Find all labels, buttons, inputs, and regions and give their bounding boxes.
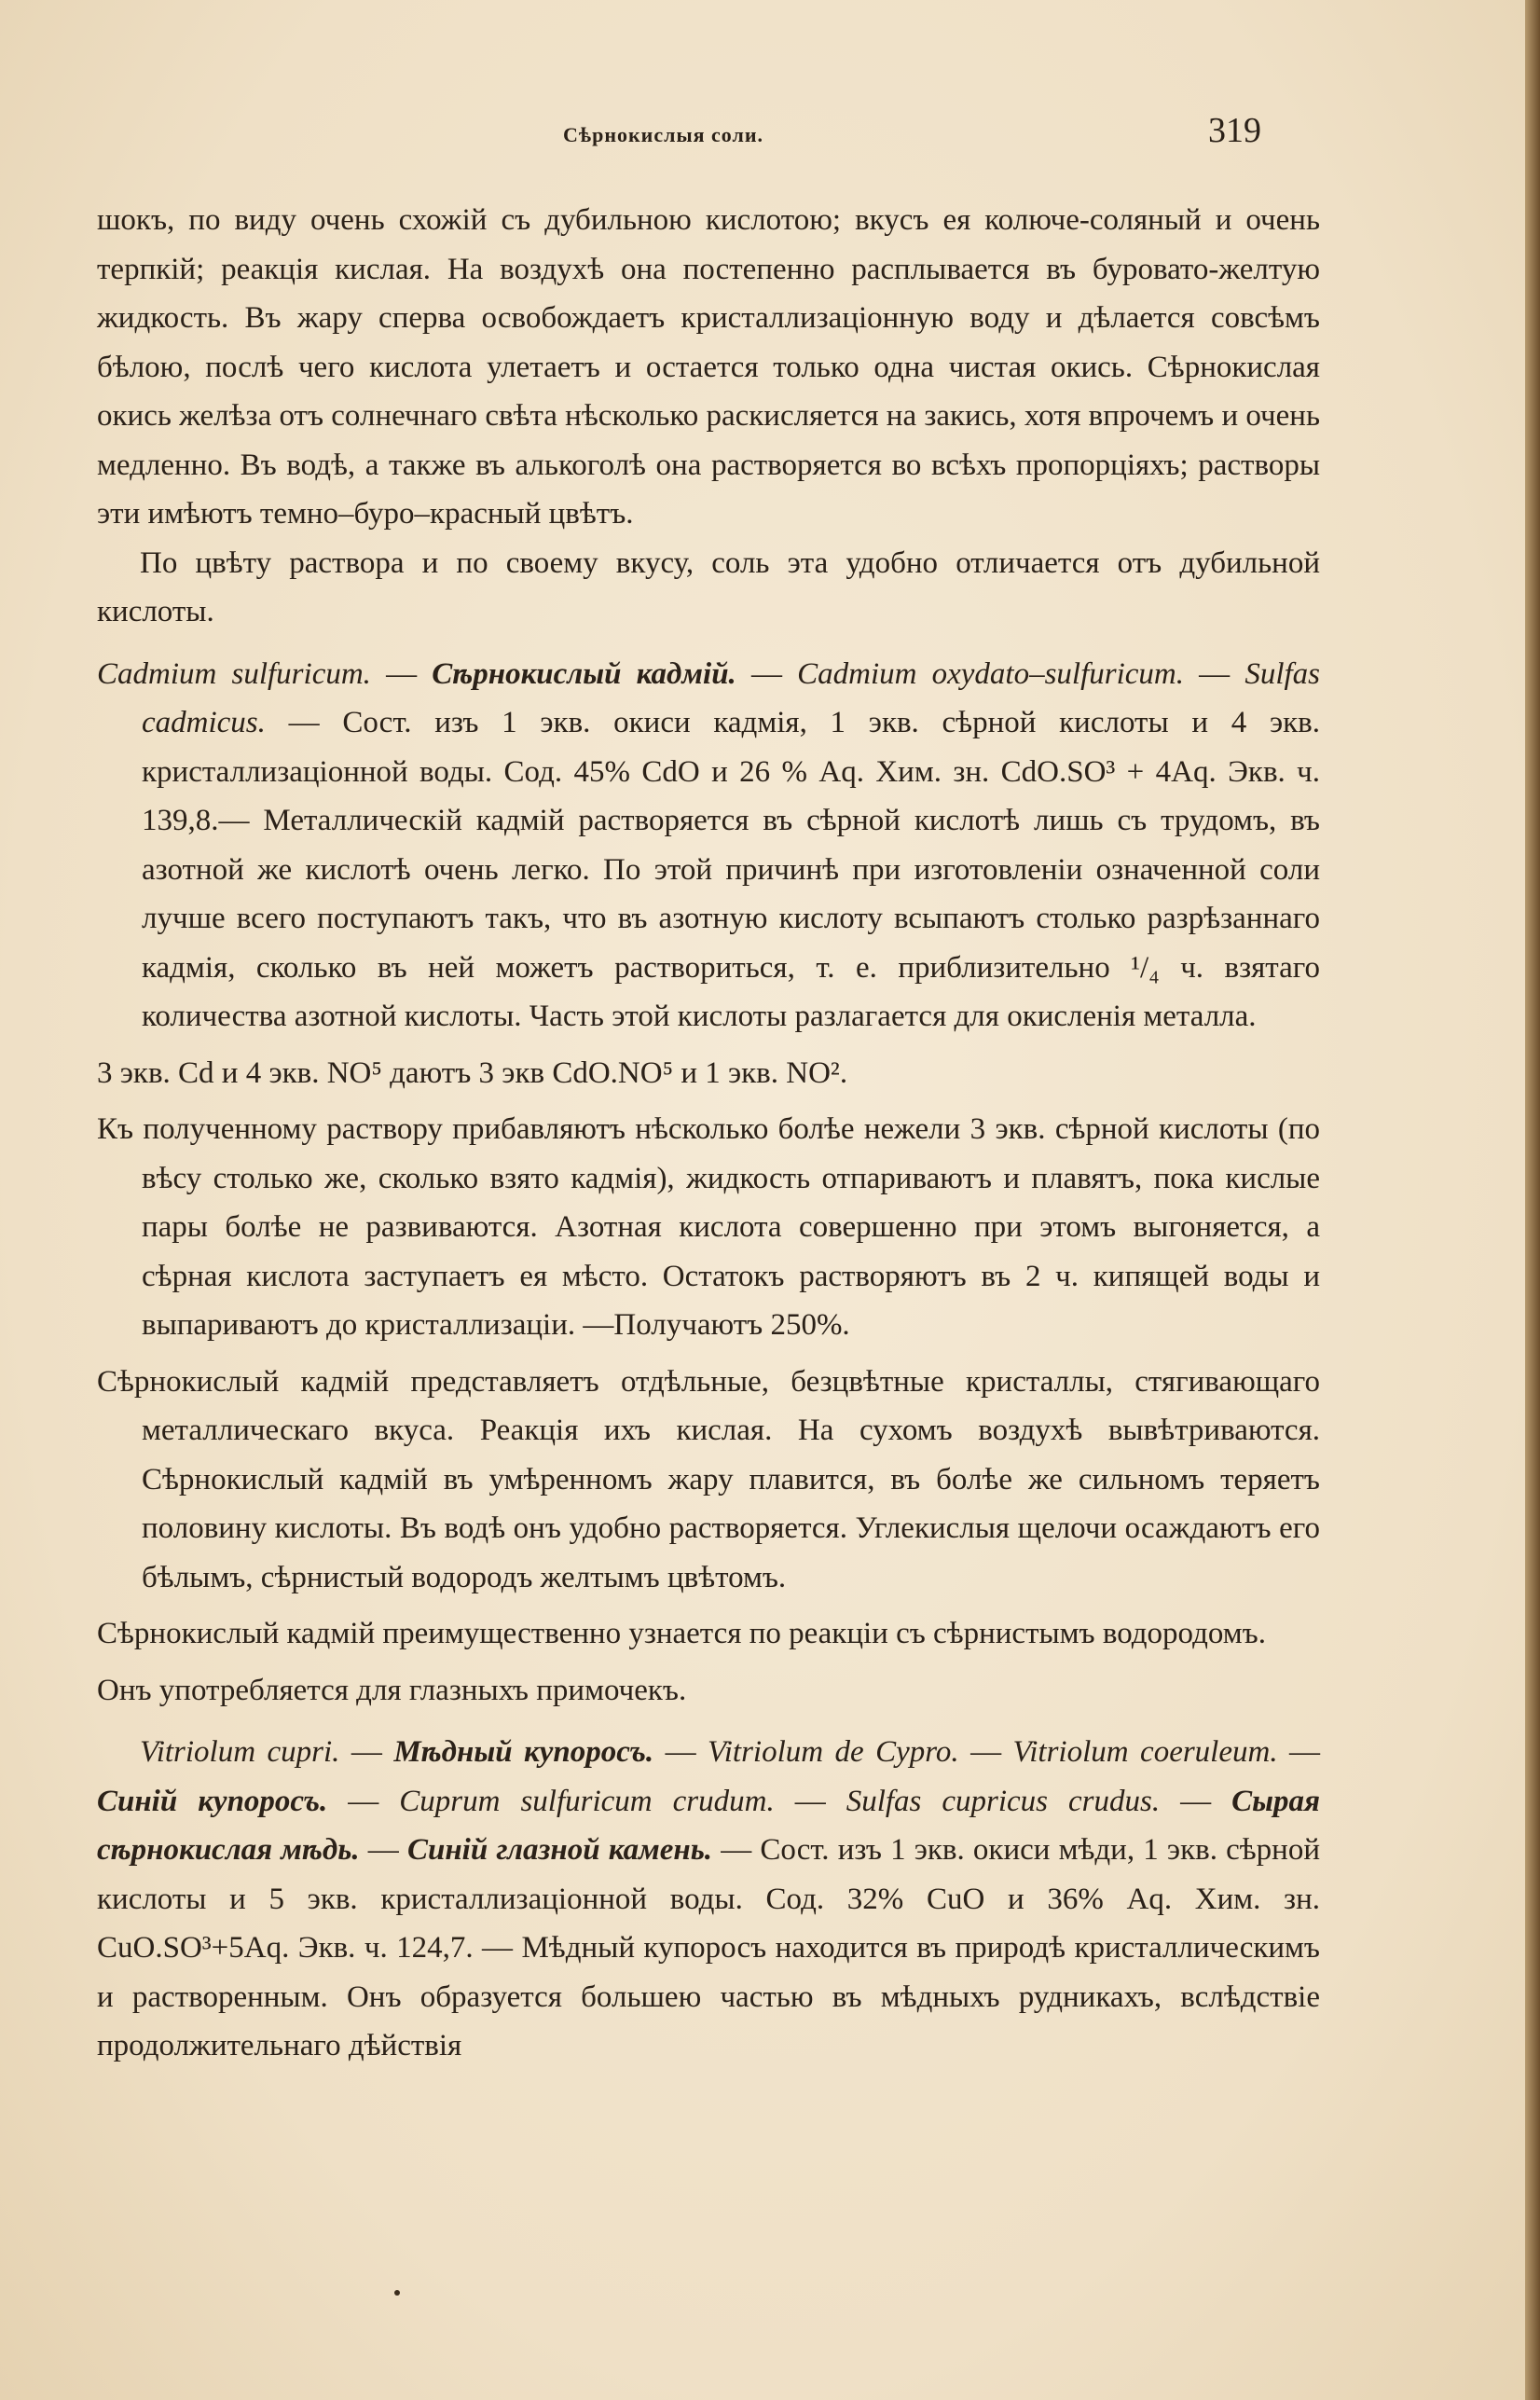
page-header	[0, 110, 1540, 166]
russian-term: Сырая сѣрнокислая мѣдь.	[97, 1784, 1321, 1867]
paragraph-preparation: Къ полученному раствору прибавляютъ нѣсколько болѣе нежели 3 экв. сѣрной кислоты (по вѣсу столько же, сколько взято кадмія), жидкость отпариваютъ и плавятъ, пока кислые пары болѣе не развиваются. Азотная кислота совершенно при этомъ выгоняется, а сѣрная кислота заступаетъ ея мѣсто. Остатокъ растворяютъ въ 2 ч. кипящей воды и выпариваютъ до кристаллизаціи. —Получаютъ 250%.	[97, 1112, 1320, 1342]
latin-term: Cuprum sulfuricum crudum.	[399, 1784, 775, 1818]
entry-copper-vitriol: Vitriolum cupri. — Мѣдный купоросъ. — Vitriolum de Cypro. — Vitriolum coeruleum. — Синій купоросъ. — Cuprum sulfuricum crudum. — Sulfas cupricus crudus. — Сырая сѣрнокислая мѣдь. — Синій глазной камень. — Сост. изъ 1 экв. окиси мѣди, 1 экв. сѣрной кислоты и 5 экв. кристаллизаціонной воды. Сод. 32% CuO и 36% Aq. Хим. зн. CuO.SO³+5Aq. Экв. ч. 124,7. — Мѣдный купоросъ находится въ природѣ кристаллическимъ и растворенным. Онъ образуется большею частью въ мѣдныхъ рудникахъ, вслѣдствіе продолжительнаго дѣйствія	[97, 1735, 1321, 2062]
latin-term: Vitriolum coeruleum.	[1012, 1735, 1278, 1769]
russian-term: Сѣрнокислый кадмій.	[432, 656, 736, 691]
entry-cadmium-sulfate: Cadmium sulfuricum. — Сѣрнокислый кадмій. — Cadmium oxydato–sulfuricum. — Sulfas cadmicus. — Сост. изъ 1 экв. окиси кадмія, 1 экв. сѣрной кислоты и 4 экв. кристаллизаціонной воды. Сод. 45% CdO и 26 % Aq. Хим. зн. CdO.SO³ + 4Aq. Экв. ч. 139,8.— Металлическій кадмій растворяется въ сѣрной кислотѣ лишь съ трудомъ, въ азотной же кислотѣ очень легко. По этой причинѣ при изготовленіи означенной соли лучше всего поступаютъ такъ, что въ азотную кислоту всыпаютъ столько разрѣзаннаго кадмія, сколько въ ней можетъ раствориться, т. е. приблизительно ¹/₄ ч. взятаго количества азотной кислоты. Часть этой кислоты разлагается для окисленія металла.	[97, 656, 1320, 1033]
paragraph-detection: Сѣрнокислый кадмій преимущественно узнается по реакціи съ сѣрнистымъ водородомъ.	[97, 1617, 1266, 1650]
equation-line: 3 экв. Cd и 4 экв. NO⁵ даютъ 3 экв CdO.NO⁵ и 1 экв. NO².	[97, 1055, 848, 1090]
paragraph-continuation: шокъ, по виду очень схожій съ дубильною кислотою; вкусъ ея колюче-соляный и очень терпкій; реакція кислая. На воздухѣ она постепенно расплывается въ буровато-желтую жидкость. Въ жару сперва освобождаетъ кристаллизаціонную воду и дѣлается совсѣмъ бѣлою, послѣ чего кислота улетаетъ и остается только одна чистая окись. Сѣрнокислая окись желѣза отъ солнечнаго свѣта нѣсколько раскисляется на закись, хотя впрочемъ и очень медленно. Въ водѣ, а также въ алькоголѣ она растворяется во всѣхъ пропорціяхъ; растворы эти имѣютъ темно–буро–красный цвѣтъ.	[97, 203, 1320, 531]
latin-term: Vitriolum cupri.	[140, 1735, 340, 1769]
russian-term: Синій глазной камень.	[406, 1833, 713, 1867]
entry-body: — Сост. изъ 1 экв. окиси мѣди, 1 экв. сѣрной кислоты и 5 экв. кристаллизаціонной воды. Сод. 32% CuO и 36% Aq. Хим. зн. CuO.SO³+5Aq. Экв. ч. 124,7. — Мѣдный купоросъ находится въ природѣ кристаллическимъ и растворенным. Онъ образуется большею частью въ мѣдныхъ рудникахъ, вслѣдствіе продолжительнаго дѣйствія	[97, 1833, 1320, 2062]
body-text	[97, 196, 1320, 2071]
paragraph-color-note: По цвѣту раствора и по своему вкусу, соль эта удобно отличается отъ дубильной кислоты.	[97, 545, 1320, 628]
latin-term: Sulfas cadmicus.	[142, 656, 1320, 739]
entry-body: — Сост. изъ 1 экв. окиси кадмія, 1 экв. сѣрной кислоты и 4 экв. кристаллизаціонной воды. Сод. 45% CdO и 26 % Aq. Хим. зн. CdO.SO³ + 4Aq. Экв. ч. 139,8.— Металлическій кадмій растворяется въ сѣрной кислотѣ лишь съ трудомъ, въ азотной же кислотѣ очень легко. По этой причинѣ при изготовленіи означенной соли лучше всего поступаютъ такъ, что въ азотную кислоту всыпаютъ столько разрѣзаннаго кадмія, сколько въ ней можетъ раствориться, т. е. приблизительно ¹/₄ ч. взятаго количества азотной кислоты. Часть этой кислоты разлагается для окисленія металла.	[142, 706, 1320, 1033]
latin-term: Sulfas cupricus crudus.	[846, 1784, 1161, 1818]
russian-term: Мѣдный купоросъ.	[393, 1735, 654, 1769]
page-spine-edge	[1525, 0, 1540, 2400]
paragraph-usage: Онъ употребляется для глазныхъ примочекъ.	[97, 1673, 687, 1707]
latin-term: Cadmium sulfuricum.	[97, 656, 371, 691]
ink-spot	[394, 2290, 400, 2296]
paragraph-properties: Сѣрнокислый кадмій представляетъ отдѣльные, безцвѣтные кристаллы, стягивающаго металлическаго вкуса. Реакція ихъ кислая. На сухомъ воздухѣ вывѣтриваются. Сѣрнокислый кадмій въ умѣренномъ жару плавится, въ болѣе же сильномъ теряетъ половину кислоты. Въ водѣ онъ удобно растворяется. Углекислыя щелочи осаждаютъ его бѣлымъ, сѣрнистый водородъ желтымъ цвѣтомъ.	[97, 1364, 1320, 1594]
running-title: Сѣрнокислыя соли.	[563, 123, 764, 146]
latin-term: Vitriolum de Cypro.	[708, 1735, 959, 1769]
page-number: 319	[1208, 111, 1261, 150]
latin-term: Cadmium oxydato–sulfuricum.	[797, 656, 1184, 691]
russian-term: Синій купоросъ.	[97, 1784, 328, 1818]
